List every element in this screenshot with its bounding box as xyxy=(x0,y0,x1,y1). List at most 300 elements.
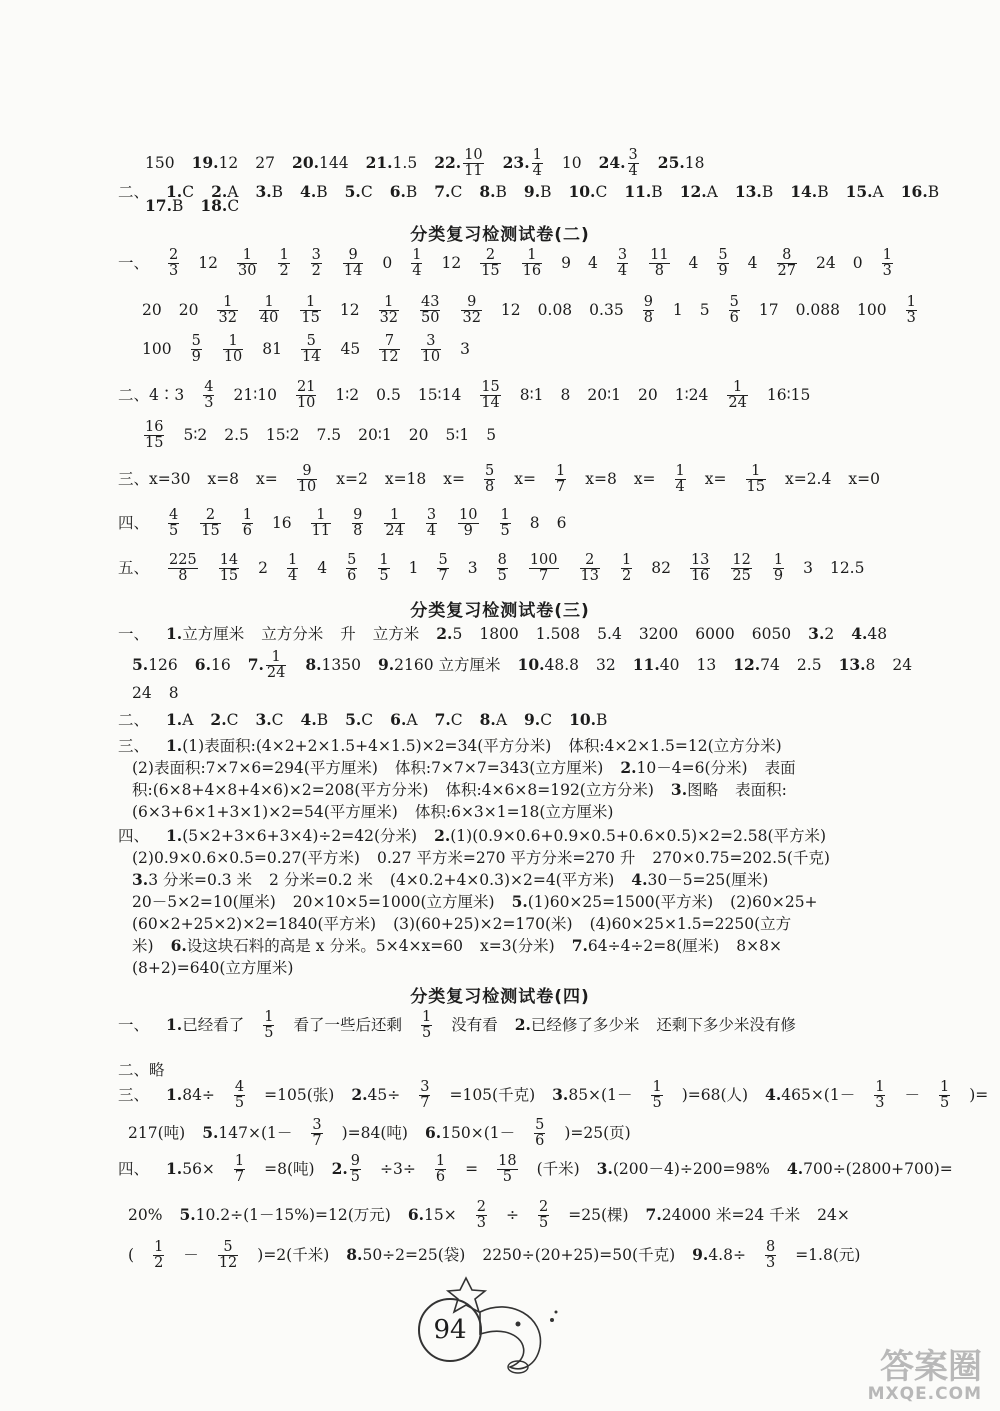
answer-item: 100 xyxy=(142,339,172,358)
answer-item: 8.B xyxy=(479,182,507,201)
answer-item: 2.5 xyxy=(796,655,822,674)
question-number: 12. xyxy=(733,654,761,674)
answer-item: 12.74 xyxy=(733,654,780,674)
fraction: $\frac{1}{32}$ xyxy=(218,294,237,327)
fraction: $\frac{100}{7}$ xyxy=(529,552,558,585)
answer-item: 2250÷(20+25)=50(千克) xyxy=(482,1245,676,1264)
answer-line xyxy=(118,1080,1000,1111)
fraction: $\frac{2}{13}$ xyxy=(580,552,599,585)
answer-item: 4 xyxy=(747,253,758,272)
answer-line xyxy=(132,800,630,822)
answer-item: 12.5 xyxy=(829,558,865,577)
answer-line xyxy=(118,1010,813,1041)
question-number: 3. xyxy=(552,1084,569,1104)
answer-item: 5.10.2÷(1－15%)=12(万元) xyxy=(179,1204,391,1224)
answer-item: 2.5 xyxy=(224,425,249,444)
answer-item: )=84(吨) xyxy=(341,1123,408,1142)
answer-item xyxy=(295,463,319,496)
answer-item: 1.(5×2+3×6+3×4)÷2=42(分米) xyxy=(166,826,418,845)
answer-item: 17.B xyxy=(145,196,184,215)
question-number: 16. xyxy=(900,182,928,201)
answer-item: 2 分米=0.2 米 xyxy=(269,871,373,889)
answer-item xyxy=(532,1117,547,1150)
answer-item: 6000 xyxy=(695,625,735,643)
answer-item: 20 xyxy=(178,300,199,319)
answer-item xyxy=(418,294,442,327)
answer-item: 表面 xyxy=(764,759,796,777)
answer-item xyxy=(744,463,768,496)
answer-item xyxy=(715,247,730,280)
fraction: $\frac{1}{4}$ xyxy=(532,147,542,180)
answer-item: 3 xyxy=(460,339,470,358)
answer-item: x= xyxy=(256,469,278,488)
answer-item: 1.56× xyxy=(166,1158,215,1178)
fraction: $\frac{1}{7}$ xyxy=(555,463,566,496)
question-number: 6. xyxy=(194,654,211,674)
fraction: $\frac{18}{5}$ xyxy=(498,1153,517,1186)
answer-item: 82 xyxy=(651,558,671,577)
answer-item: 一、 xyxy=(118,253,150,272)
answer-item: 0.08 xyxy=(537,300,573,319)
answer-item xyxy=(434,147,485,180)
question-number: 6. xyxy=(424,1122,442,1142)
answer-item: 13.8 xyxy=(838,654,876,674)
answer-line xyxy=(132,890,835,912)
answer-item: (6×3+6×1+3×1)×2=54(平方厘米) xyxy=(132,803,398,821)
fraction: $\frac{3}{2}$ xyxy=(311,247,321,280)
answer-item: 4 xyxy=(587,253,598,272)
answer-item: 4.465×(1－ xyxy=(765,1084,856,1104)
answer-item: 6.设这块石料的高是 x 分米。5×4×x=60 xyxy=(170,936,463,955)
answer-item: x= xyxy=(443,469,466,488)
fraction: $\frac{1}{5}$ xyxy=(500,507,510,540)
question-number: 4. xyxy=(786,1158,804,1178)
fraction: $\frac{5}{12}$ xyxy=(218,1239,238,1272)
answer-item: 看了一些后还剩 xyxy=(293,1015,402,1034)
answer-item: 150 xyxy=(145,153,175,172)
answer-item: 四、 xyxy=(118,1159,150,1178)
fraction: $\frac{2}{15}$ xyxy=(481,247,500,280)
answer-item xyxy=(495,552,510,585)
question-number: 6. xyxy=(390,710,407,729)
fraction: $\frac{1}{5}$ xyxy=(264,1009,274,1042)
answer-item xyxy=(880,247,895,280)
answer-item xyxy=(419,1009,434,1042)
answer-item xyxy=(151,1239,166,1272)
question-number: 9. xyxy=(524,710,541,729)
answer-item: 1.(1)表面积:(4×2+2×1.5+4×1.5)×2=34(平方分米) xyxy=(166,736,552,755)
answer-item: 0 xyxy=(852,253,863,272)
answer-item xyxy=(350,507,365,540)
answer-item xyxy=(221,333,245,366)
answer-line xyxy=(118,824,843,846)
answer-item xyxy=(382,507,406,540)
question-number: 1. xyxy=(166,1084,183,1104)
question-number: 24. xyxy=(598,152,626,172)
answer-item: 21.1.5 xyxy=(365,152,418,172)
question-number: 5. xyxy=(179,1204,196,1224)
answer-line xyxy=(118,622,904,644)
question-number: 10. xyxy=(517,654,545,674)
answer-item: 立方分米 xyxy=(261,625,324,643)
answer-item xyxy=(294,379,318,412)
answer-item: 8∶1 xyxy=(519,385,544,404)
answer-item: 15.A xyxy=(845,182,884,201)
question-number: 4. xyxy=(765,1084,782,1104)
answer-item xyxy=(641,294,656,327)
fraction: $\frac{8}{5}$ xyxy=(497,552,507,585)
answer-line xyxy=(118,380,827,411)
answer-item xyxy=(215,294,239,327)
answer-item: 8 xyxy=(168,684,179,702)
fraction: $\frac{1}{2}$ xyxy=(279,247,289,280)
answer-item: x=0 xyxy=(848,469,880,488)
answer-item: 12 xyxy=(339,300,360,319)
question-number: 5. xyxy=(344,182,361,201)
answer-item xyxy=(647,247,671,280)
fraction: $\frac{7}{12}$ xyxy=(380,333,399,366)
answer-item: 一、 xyxy=(118,1015,150,1034)
answer-item: 体积:4×2×1.5=12(立方分米) xyxy=(568,737,782,755)
answer-item xyxy=(502,147,545,180)
answer-item: 3.85×(1－ xyxy=(552,1084,633,1104)
fraction: $\frac{2}{5}$ xyxy=(539,1199,549,1232)
answer-item: 体积:4×6×8=192(立方分米) xyxy=(445,781,654,799)
answer-item: 6.B xyxy=(389,182,418,201)
fraction: $\frac{14}{15}$ xyxy=(219,552,239,585)
answer-item xyxy=(235,247,259,280)
answer-item: 三、x=30 xyxy=(118,469,191,488)
answer-item xyxy=(344,552,359,585)
answer-item xyxy=(309,507,333,540)
answer-item xyxy=(435,552,450,585)
answer-item: 5.126 xyxy=(132,654,178,674)
question-number: 10. xyxy=(568,182,596,201)
answer-item xyxy=(727,294,742,327)
fraction: $\frac{5}{9}$ xyxy=(718,247,728,280)
question-number: 4. xyxy=(631,870,648,889)
fraction: $\frac{1}{24}$ xyxy=(266,649,286,682)
answer-item xyxy=(309,247,324,280)
answer-item: 13 xyxy=(696,655,717,674)
fraction: $\frac{43}{50}$ xyxy=(421,294,440,327)
answer-item: 体积:6×3×1=18(立方厘米) xyxy=(414,803,614,821)
answer-item xyxy=(409,247,424,280)
answer-item: 还剩下多少米没有修 xyxy=(656,1015,796,1034)
fraction: $\frac{1}{5}$ xyxy=(652,1079,662,1112)
question-number: 3. xyxy=(132,870,149,889)
answer-item: 20 xyxy=(142,300,162,319)
fraction: $\frac{10}{9}$ xyxy=(459,507,478,540)
fraction: $\frac{8}{3}$ xyxy=(765,1239,776,1272)
answer-item xyxy=(433,1153,448,1186)
answer-item: =105(千克) xyxy=(449,1085,536,1104)
answer-line xyxy=(132,956,310,978)
answer-item: 20.144 xyxy=(292,152,349,172)
answer-item: 10.48.8 xyxy=(517,654,580,674)
answer-item xyxy=(771,552,786,585)
answer-line xyxy=(145,196,256,215)
answer-item: 0.35 xyxy=(589,300,624,319)
answer-item: 立方米 xyxy=(372,625,420,643)
question-number: 25. xyxy=(657,152,685,172)
answer-item: )=2(千米) xyxy=(257,1245,330,1264)
answer-item: 5.4 xyxy=(597,625,622,643)
fraction: $\frac{1}{3}$ xyxy=(882,247,892,280)
answer-item: 0 xyxy=(382,253,393,272)
answer-line xyxy=(128,1200,867,1231)
fraction: $\frac{5}{6}$ xyxy=(729,294,739,327)
fraction: $\frac{8}{27}$ xyxy=(777,247,796,280)
answer-item: 1800 xyxy=(479,625,519,643)
answer-item: 8.A xyxy=(479,710,508,729)
fraction: $\frac{1}{2}$ xyxy=(621,552,632,585)
answer-item: 1.C xyxy=(166,182,195,201)
answer-item xyxy=(285,552,300,585)
answer-item: (4×0.2+4×0.3)×2=4(平方米) xyxy=(389,871,615,889)
question-number: 15. xyxy=(845,182,873,201)
question-number: 2. xyxy=(620,758,637,777)
answer-item xyxy=(201,379,216,412)
answer-item xyxy=(331,1153,363,1186)
question-number: 4. xyxy=(300,710,317,729)
answer-item: 11.B xyxy=(624,182,663,201)
answer-item: 21∶10 xyxy=(233,385,277,404)
fraction: $\frac{1}{10}$ xyxy=(223,333,243,366)
answer-item: 二、略 xyxy=(118,1061,165,1079)
answer-item: － xyxy=(904,1085,920,1104)
answer-item: 8.50÷2=25(袋) xyxy=(346,1244,466,1264)
answer-item: 体积:7×7×7=343(立方厘米) xyxy=(394,759,604,777)
answer-item: 三、 xyxy=(118,1085,150,1104)
fraction: $\frac{1}{15}$ xyxy=(301,294,320,327)
answer-item: 1.立方厘米 xyxy=(166,624,245,643)
question-number: 2. xyxy=(211,182,228,201)
answer-item xyxy=(459,294,483,327)
answer-item xyxy=(872,1079,887,1112)
answer-item: 20∶1 xyxy=(587,385,622,404)
answer-item: 5 xyxy=(486,425,497,444)
answer-item: 2.A xyxy=(211,182,239,201)
answer-item xyxy=(763,1239,778,1272)
answer-item: 20∶1 xyxy=(358,425,392,444)
answer-line xyxy=(128,1118,648,1149)
answer-item xyxy=(495,1153,519,1186)
answer-item: 0.5 xyxy=(376,385,401,404)
answer-item: 6050 xyxy=(751,625,792,643)
answer-item: 100 xyxy=(857,300,887,319)
answer-line xyxy=(142,334,487,365)
answer-item: ( xyxy=(128,1245,135,1264)
answer-item: )=25(页) xyxy=(564,1123,631,1142)
question-number: 12. xyxy=(679,182,707,201)
fraction: $\frac{1}{16}$ xyxy=(522,247,542,280)
answer-line xyxy=(132,912,808,934)
answer-item: 81 xyxy=(262,339,283,358)
fraction: $\frac{2}{3}$ xyxy=(476,1199,486,1232)
fraction: $\frac{225}{8}$ xyxy=(169,552,197,585)
question-number: 11. xyxy=(632,654,660,674)
answer-item xyxy=(376,552,391,585)
answer-item xyxy=(478,379,502,412)
fraction: $\frac{1}{7}$ xyxy=(234,1153,245,1186)
page-number: 94 xyxy=(418,1298,482,1362)
answer-item xyxy=(377,294,401,327)
answer-item xyxy=(474,1199,489,1232)
answer-item xyxy=(904,294,919,327)
answer-item: 一、 xyxy=(118,625,150,643)
section-heading-two: 分类复习检测试卷(二) xyxy=(410,225,590,245)
fraction: $\frac{1}{3}$ xyxy=(875,1079,885,1112)
fraction: $\frac{1}{11}$ xyxy=(311,507,331,540)
question-number: 3. xyxy=(255,182,272,201)
answer-item: 3.C xyxy=(255,710,284,729)
answer-item: 米) xyxy=(132,937,154,955)
answer-item: 16 xyxy=(271,513,292,532)
answer-item: 5.C xyxy=(345,710,374,729)
answer-item: 1 xyxy=(672,300,683,319)
answer-item xyxy=(536,1199,551,1232)
answer-item: 12 xyxy=(441,253,462,272)
answer-line xyxy=(132,846,847,868)
answer-item: － xyxy=(183,1245,199,1264)
fraction: $\frac{1}{30}$ xyxy=(237,247,257,280)
answer-item: (2)0.9×0.6×0.5=0.27(平方米) xyxy=(132,849,360,867)
answer-item: 二、 xyxy=(118,183,150,201)
answer-item: 14.B xyxy=(790,182,829,201)
answer-item xyxy=(419,333,443,366)
answer-item: =105(张) xyxy=(264,1085,335,1104)
fraction: $\frac{9}{5}$ xyxy=(350,1153,361,1186)
answer-item: 9.4.8÷ xyxy=(692,1244,746,1264)
answer-item: 3200 xyxy=(638,625,679,643)
question-number: 5. xyxy=(345,710,362,729)
fraction: $\frac{1}{4}$ xyxy=(675,463,685,496)
fraction: $\frac{1}{40}$ xyxy=(259,294,279,327)
answer-line xyxy=(118,1058,182,1080)
answer-item: x=18 xyxy=(384,469,427,488)
answer-item xyxy=(166,552,200,585)
question-number: 9. xyxy=(692,1244,709,1264)
answer-item: 7.64÷4÷2=8(厘米) xyxy=(571,936,720,955)
answer-item: 7.5 xyxy=(316,425,342,444)
answer-item: 16∶15 xyxy=(766,385,811,404)
answer-item: =8(吨) xyxy=(264,1159,315,1178)
answer-item: x= xyxy=(514,469,536,488)
answer-line xyxy=(132,756,813,778)
watermark-site: MXQE.COM xyxy=(867,1384,982,1404)
answer-item: 3 xyxy=(803,558,813,577)
fraction: $\frac{2}{3}$ xyxy=(169,247,179,280)
section-heading-three: 分类复习检测试卷(三) xyxy=(410,601,590,621)
answer-item: 4.B xyxy=(300,182,328,201)
fraction: $\frac{2}{15}$ xyxy=(201,507,220,540)
answer-item xyxy=(217,552,241,585)
answer-item: 20% xyxy=(128,1205,163,1224)
question-number: 4. xyxy=(300,182,317,201)
answer-item: ÷ xyxy=(506,1205,519,1224)
answer-item xyxy=(553,463,568,496)
answer-item: 12 xyxy=(198,253,218,272)
answer-item: )= xyxy=(969,1085,989,1104)
answer-item xyxy=(198,507,222,540)
fraction: $\frac{1}{5}$ xyxy=(939,1079,950,1112)
answer-item: 8 xyxy=(560,385,571,404)
answer-item: ÷3÷ xyxy=(380,1159,416,1178)
answer-item xyxy=(276,247,291,280)
answer-item xyxy=(377,333,401,366)
fraction: $\frac{9}{10}$ xyxy=(297,463,317,496)
answer-line xyxy=(118,734,799,756)
question-number: 8. xyxy=(346,1244,363,1264)
answer-item xyxy=(673,463,688,496)
fraction: $\frac{3}{7}$ xyxy=(312,1117,322,1150)
answer-item xyxy=(482,463,497,496)
question-number: 13. xyxy=(734,182,762,201)
answer-item: 1.已经看了 xyxy=(166,1014,245,1034)
question-number: 9. xyxy=(523,182,541,201)
answer-item xyxy=(775,247,799,280)
fraction: $\frac{5}{9}$ xyxy=(191,333,201,366)
answer-item xyxy=(615,247,630,280)
answer-item xyxy=(309,1117,324,1150)
answer-item: 4.700÷(2800+700)= xyxy=(786,1158,953,1178)
answer-item: 三、 xyxy=(118,737,150,755)
answer-item: 20－5×2=10(厘米) xyxy=(132,893,276,911)
answer-item xyxy=(240,507,255,540)
answer-item: 9.2160 立方厘米 xyxy=(377,654,501,674)
answer-line xyxy=(118,553,881,584)
answer-item: x= xyxy=(633,469,656,488)
answer-item xyxy=(520,247,544,280)
question-number: 7. xyxy=(645,1204,662,1224)
answer-line xyxy=(132,934,799,956)
answer-item: 8×8× xyxy=(736,937,782,955)
answer-item: 2.C xyxy=(210,710,239,729)
fraction: $\frac{4}{5}$ xyxy=(169,507,179,540)
answer-item xyxy=(261,1009,276,1042)
question-number: 20. xyxy=(292,152,319,172)
answer-item: 2 xyxy=(258,558,269,577)
answer-item: 7.C xyxy=(434,182,463,201)
question-number: 2. xyxy=(514,1014,531,1034)
answer-line xyxy=(145,148,721,179)
answer-item: 6.A xyxy=(390,710,418,729)
answer-item xyxy=(578,552,602,585)
answer-item: 20 xyxy=(638,385,658,404)
answer-item: 3.3 分米=0.3 米 xyxy=(132,870,253,889)
fraction: $\frac{4}{5}$ xyxy=(234,1079,245,1112)
fraction: $\frac{5}{6}$ xyxy=(535,1117,545,1150)
answer-item: (千米) xyxy=(536,1159,580,1178)
answer-item: 3.2 xyxy=(808,624,835,643)
answer-item xyxy=(598,147,641,180)
fraction: $\frac{1}{5}$ xyxy=(421,1009,432,1042)
question-number: 17. xyxy=(145,196,172,215)
answer-item: 12.A xyxy=(679,182,718,201)
answer-item xyxy=(417,1079,432,1112)
fraction: $\frac{1}{24}$ xyxy=(385,507,404,540)
answer-item: 0.27 平方米=270 平方分米=270 升 xyxy=(376,849,636,867)
fraction: $\frac{1}{4}$ xyxy=(412,247,422,280)
question-number: 4. xyxy=(851,624,868,643)
answer-item: 10.B xyxy=(569,710,608,729)
question-number: 3. xyxy=(255,710,272,729)
answer-item: 32 xyxy=(596,655,616,674)
fraction: $\frac{1}{2}$ xyxy=(154,1239,164,1272)
answer-item: 11.40 xyxy=(632,654,680,674)
fraction: $\frac{4}{3}$ xyxy=(204,379,214,412)
